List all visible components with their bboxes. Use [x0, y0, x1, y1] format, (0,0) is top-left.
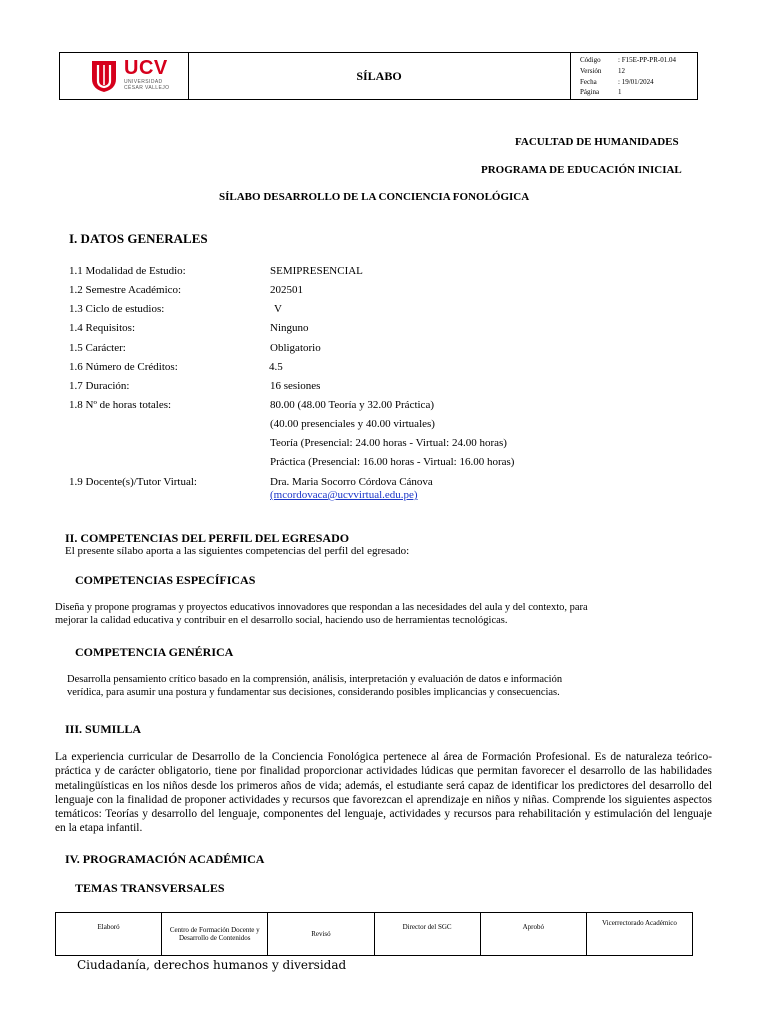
- meta-code: Código : F15E-PP-PR-01.04: [580, 56, 676, 64]
- transversal-item: Ciudadanía, derechos humanos y diversidad: [77, 958, 347, 972]
- summary-text: La experiencia curricular de Desarrollo de la Conciencia Fonológica pertenece al área de Formación Profesional. Es de naturaleza teórico-práctica y de carácter obligatorio, tiene por finalidad proporcionar actividades lúdicas que permitan favorecer el desarrollo de las habilidades metalingüísticas en los niños desde los primeros años de vida; además, el estudiante será capaz de identificar los predictores del desarrollo del lenguaje con la finalidad de proponer actividades y recursos que favorezcan el aprendizaje en niños y niñas. Comprende los siguientes aspectos temáticos: Teorías y desarrollo del lenguaje, componentes del lenguaje, actividades y recursos para rehabilitación y estimulación del lenguaje en la etapa infantil.: [55, 751, 712, 835]
- logo-sub-2: CÉSAR VALLEJO: [124, 85, 170, 91]
- general-row: 1.5 Carácter:: [69, 342, 126, 354]
- hours-extra: (40.00 presenciales y 40.00 virtuales): [270, 418, 435, 430]
- general-value: Ninguno: [270, 322, 309, 334]
- competencies-intro: El presente sílabo aporta a las siguientes competencias del perfil del egresado:: [65, 545, 410, 557]
- transversal-heading: TEMAS TRANSVERSALES: [75, 881, 225, 895]
- logo-cell: [60, 53, 189, 99]
- approval-table: [55, 912, 693, 956]
- approval-cell: Aprobó: [481, 913, 587, 955]
- hours-extra: Teoría (Presencial: 24.00 horas - Virtual: 24.00 horas): [270, 437, 507, 449]
- ucv-logo: [90, 57, 170, 95]
- approval-cell: Vicerrectorado Académico: [602, 919, 677, 927]
- generic-competency-heading: COMPETENCIA GENÉRICA: [75, 645, 234, 659]
- general-row: 1.4 Requisitos:: [69, 322, 136, 334]
- teacher-name: Dra. Maria Socorro Córdova Cánova: [270, 476, 433, 488]
- general-row: 1.3 Ciclo de estudios:: [69, 303, 165, 315]
- specific-competency-line: mejorar la calidad educativa y contribuir en el desarrollo social, haciendo uso de herramientas tecnológicas.: [55, 615, 508, 626]
- logo-sub-1: UNIVERSIDAD: [124, 79, 163, 85]
- header-title: SÍLABO: [356, 69, 402, 83]
- general-value: SEMIPRESENCIAL: [270, 265, 363, 277]
- ucv-shield-icon: [90, 59, 118, 93]
- general-value: 202501: [270, 284, 303, 296]
- logo-text: UCV: [124, 57, 168, 79]
- general-row: 1.2 Semestre Académico:: [69, 284, 182, 296]
- section-programming-heading: IV. PROGRAMACIÓN ACADÉMICA: [65, 852, 265, 866]
- meta-page: Página 1: [580, 88, 622, 96]
- general-value: 80.00 (48.00 Teoría y 32.00 Práctica): [270, 399, 434, 411]
- approval-cell: Centro de Formación Docente y Desarrollo de Contenidos: [162, 913, 268, 955]
- hours-extra: Práctica (Presencial: 16.00 horas - Virtual: 16.00 horas): [270, 456, 515, 468]
- meta-date: Fecha : 19/01/2024: [580, 78, 654, 86]
- approval-cell: Elaboró: [56, 913, 162, 955]
- teacher-email-link[interactable]: (mcordovaca@ucvvirtual.edu.pe): [270, 489, 418, 501]
- document-header: [59, 52, 698, 100]
- general-value: Obligatorio: [270, 342, 321, 354]
- specific-competency-line: Diseña y propone programas y proyectos educativos innovadores que respondan a las necesidades del aula y del contexto, para: [55, 602, 588, 613]
- meta-version: Versión 12: [580, 67, 625, 75]
- section-summary-heading: III. SUMILLA: [65, 722, 142, 736]
- approval-cell: Director del SGC: [375, 913, 481, 955]
- general-value: 16 sesiones: [270, 380, 321, 392]
- program-title: PROGRAMA DE EDUCACIÓN INICIAL: [481, 164, 682, 176]
- generic-competency-line: Desarrolla pensamiento crítico basado en la comprensión, análisis, interpretación y evaluación de datos e información: [67, 674, 563, 685]
- approval-cell: Revisó: [268, 913, 374, 955]
- faculty-title: FACULTAD DE HUMANIDADES: [515, 136, 679, 148]
- section-competencies-heading: II. COMPETENCIAS DEL PERFIL DEL EGRESADO: [65, 531, 350, 545]
- general-row: 1.6 Número de Créditos:: [69, 361, 178, 373]
- generic-competency-line: verídica, para asumir una postura y fundamentar sus decisiones, considerando posibles implicancias y consecuencias.: [67, 687, 560, 698]
- general-row: 1.9 Docente(s)/Tutor Virtual:: [69, 476, 197, 488]
- general-value: 4.5: [269, 361, 283, 373]
- syllabus-title: SÍLABO DESARROLLO DE LA CONCIENCIA FONOLÓGICA: [219, 191, 530, 203]
- general-row: 1.8 Nº de horas totales:: [69, 399, 172, 411]
- general-row: 1.7 Duración:: [69, 380, 130, 392]
- general-row: 1.1 Modalidad de Estudio:: [69, 265, 186, 277]
- general-value: V: [274, 303, 282, 315]
- specific-competencies-heading: COMPETENCIAS ESPECÍFICAS: [75, 573, 256, 587]
- section-general-heading: I. DATOS GENERALES: [69, 231, 208, 246]
